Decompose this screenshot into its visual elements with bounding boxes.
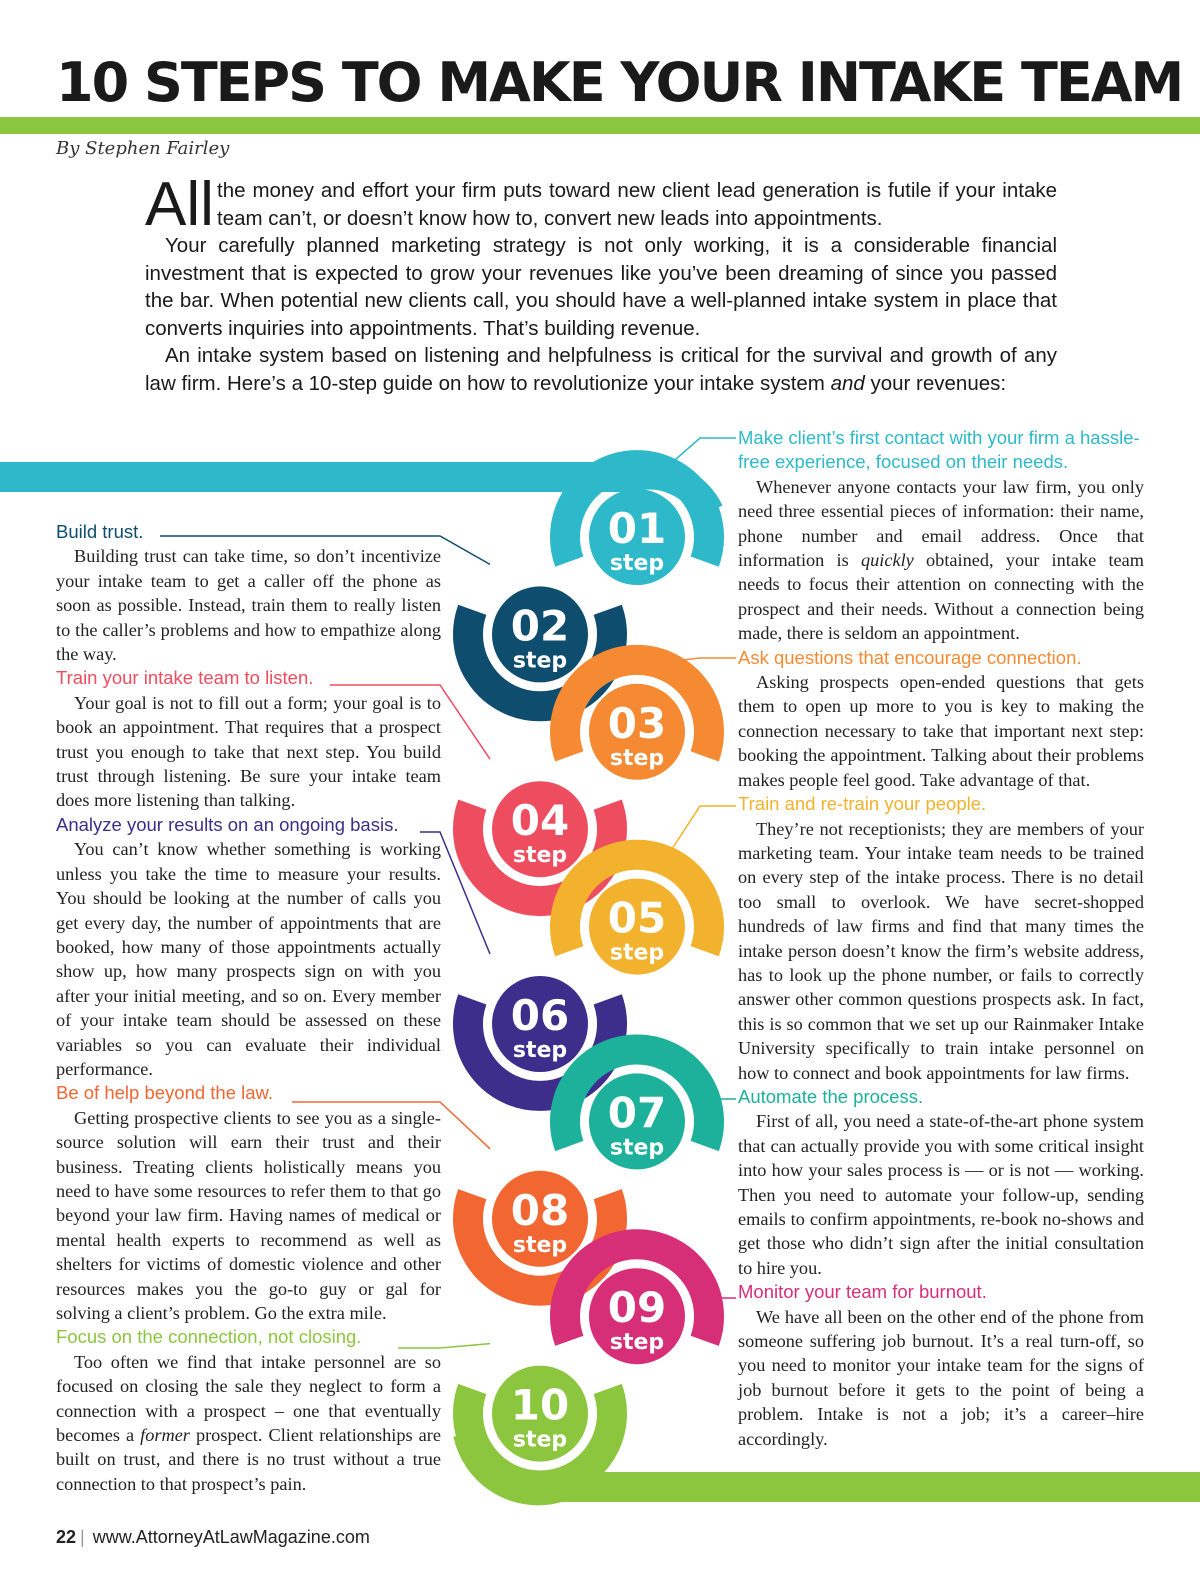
intro-paragraph-2-end: your revenues: bbox=[864, 371, 1007, 395]
step-5-badge bbox=[589, 879, 685, 975]
left-column bbox=[56, 520, 441, 1496]
step-7-heading: Automate the process. bbox=[738, 1085, 924, 1107]
step-7-number: 07 bbox=[607, 1088, 667, 1138]
step-5-body-text: Too often we find that intake personnel are so focused on closing the sale they neglect to form a connection with a prospect – one that eventually becomes a bbox=[56, 1351, 441, 1446]
step-6-badge bbox=[492, 976, 588, 1072]
right-column bbox=[738, 426, 1144, 1451]
step-6-body: You can’t know whether something is working unless you take the time to measure your results. You should be looking at the number of calls you get every day, the number of appointments that are booked, how many of those appointments actually show up, how many prospects sign on with you after your initial meeting, and so on. Every member of your intake team should be assessed on these variables so you can evaluate their individual performance. bbox=[56, 839, 441, 1079]
step-9-heading: Monitor your team for burnout. bbox=[738, 1281, 987, 1303]
step-3-number: 03 bbox=[607, 698, 667, 748]
byline: By Stephen Fairley bbox=[56, 138, 230, 159]
step-7-label: step bbox=[609, 1135, 665, 1161]
intro-lead-text: the money and effort your firm puts toward new client lead generation is futile if your intake team can’t, or doesn’t know how to, convert new leads into appointments. bbox=[217, 179, 1057, 230]
step-10-label: step bbox=[512, 1427, 568, 1453]
step-2-badge bbox=[492, 586, 588, 682]
step-3-badge bbox=[589, 684, 685, 780]
step-6-body-end: obtained, your intake team needs to focus their attention on connecting with the prospect and their needs. Without a connection being made, there is seldom an appointment. bbox=[738, 550, 1144, 644]
step-4-badge bbox=[492, 781, 588, 877]
intro-paragraph-2-italic: and bbox=[830, 371, 865, 395]
step-9-badge bbox=[589, 1268, 685, 1364]
step-10-body bbox=[56, 1350, 441, 1496]
step-1-number: 01 bbox=[607, 504, 667, 553]
step-9-body: We have all been on the other end of the phone from someone suffering job burnout. It’s a real turn-off, so you need to monitor your intake team for the signs of job burnout before it gets to the point of being a problem. Intake is not a job; it’s a career–hire accordingly. bbox=[738, 1306, 1144, 1449]
step-1-badge bbox=[589, 489, 685, 585]
step-5-body-end: prospect. Client relationships are built on trust, and there is no trust without a true connection to that prospect’s pain. bbox=[56, 1425, 441, 1494]
footer-separator: | bbox=[80, 1527, 85, 1547]
step-2-body: Building trust can take time, so don’t incentivize your intake team to get a caller off the phone as soon as possible. Instead, train them to really listen to the caller’s problems and how to empathize along the way. bbox=[56, 546, 441, 665]
step-8-heading: Be of help beyond the law. bbox=[56, 1082, 274, 1104]
step-5-body-italic: former bbox=[140, 1425, 190, 1446]
step-5-heading: Train and re-train your people. bbox=[738, 793, 987, 815]
step-1-label: step bbox=[609, 551, 665, 576]
step-10-heading: Focus on the connection, not closing. bbox=[56, 1326, 362, 1348]
intro-paragraph-2-text: An intake system based on listening and helpfulness is critical for the survival and growth of any law firm. Here’s a 10-step guide on how to revolutionize your intake system bbox=[145, 344, 1057, 395]
step-3-heading: Ask questions that encourage connection. bbox=[738, 646, 1082, 668]
step-4-label: step bbox=[512, 843, 568, 869]
step-1-heading: Make client’s first contact with your firm a hassle-free experience, focused on their needs. bbox=[738, 427, 1140, 473]
step-2-label: step bbox=[512, 648, 568, 674]
step-9-number: 09 bbox=[607, 1283, 667, 1333]
step-6-body-text: Whenever anyone contacts your law firm, you only need three essential pieces of information: their name, phone number and email address. Once that information is bbox=[738, 476, 1144, 571]
step-8-body: Getting prospective clients to see you as a single-source solution will earn their trust and their business. Treating clients holistically means you need to have some resources to refer them to that go beyond your law firm. Having names of medical or mental health experts to recommend as well as shelters for victims of domestic violence and other resources makes you the go-to guy or gal for solving a client’s problem. Go the extra mile. bbox=[56, 1107, 441, 1323]
step-6-number: 06 bbox=[510, 991, 570, 1040]
page-title: 10 STEPS TO MAKE YOUR INTAKE TEAM bbox=[56, 51, 1183, 114]
step-4-body: Your goal is not to fill out a form; your goal is to book an appointment. That requires that a prospect trust you enough to take that next step. You build trust through listening. Be sure your intake team does more listening than talking. bbox=[56, 692, 441, 811]
step-5-body: They’re not receptionists; they are members of your marketing team. Your intake team needs to be trained on every step of the intake process. There is no detail too small to overlook. We have secret-shopped hundreds of law firms and find that many times the intake person doesn’t know the firm’s website address, has to look up the phone number, or fails to correctly answer other common questions prospects ask. In fact, this is so common that we set up our Rainmaker Intake University specifically to train intake personnel on how to connect and book appointments for law firms. bbox=[738, 818, 1144, 1083]
step-8-number: 08 bbox=[510, 1185, 570, 1235]
page-number: 22 bbox=[56, 1527, 77, 1547]
step-9-label: step bbox=[609, 1330, 665, 1356]
leader-step-5 bbox=[667, 806, 736, 857]
footer-url: www.AttorneyAtLawMagazine.com bbox=[92, 1527, 370, 1547]
step-5-label: step bbox=[609, 940, 665, 966]
step-6-label: step bbox=[512, 1038, 568, 1063]
step-4-heading: Train your intake team to listen. bbox=[56, 667, 314, 689]
step-circles bbox=[492, 489, 685, 1462]
step-2-heading: Build trust. bbox=[56, 521, 144, 542]
step-7-body: First of all, you need a state-of-the-art phone system that can actually provide you with some critical insight into how your sales process is — or is not — working. Then you need to automate your follow-up, sending emails to confirm appointments, re-book no-shows and get those who didn’t sign after the initial consultation to hire you. bbox=[738, 1111, 1144, 1278]
step-6-heading: Analyze your results on an ongoing basis. bbox=[56, 813, 399, 835]
step-3-label: step bbox=[609, 745, 665, 771]
intro-paragraph-1: Your carefully planned marketing strategy is not only working, it is a considerable financial investment that is expected to grow your revenues like you’ve been dreaming of since you passed the bar. When potential new clients call, you should have a well-planned intake system in place that converts inquiries into appointments. That’s building revenue. bbox=[145, 234, 1057, 340]
step-10-badge bbox=[492, 1366, 588, 1462]
drop-cap: All bbox=[145, 170, 214, 239]
step-1-body bbox=[738, 475, 1144, 646]
step-2-number: 02 bbox=[510, 601, 570, 651]
step-5-number: 05 bbox=[607, 893, 667, 943]
step-10-number: 10 bbox=[510, 1380, 570, 1430]
step-8-label: step bbox=[512, 1232, 568, 1258]
step-6-body-italic: quickly bbox=[861, 550, 914, 571]
step-7-badge bbox=[589, 1073, 685, 1169]
step-4-number: 04 bbox=[510, 796, 570, 846]
page-footer bbox=[56, 1527, 370, 1548]
step-8-badge bbox=[492, 1171, 588, 1267]
step-3-body: Asking prospects open-ended questions that gets them to open up more to you is key to making the connection necessary to take that important next step: booking the appointment. Talking about their problems makes people feel good. Take advantage of that. bbox=[738, 672, 1144, 790]
